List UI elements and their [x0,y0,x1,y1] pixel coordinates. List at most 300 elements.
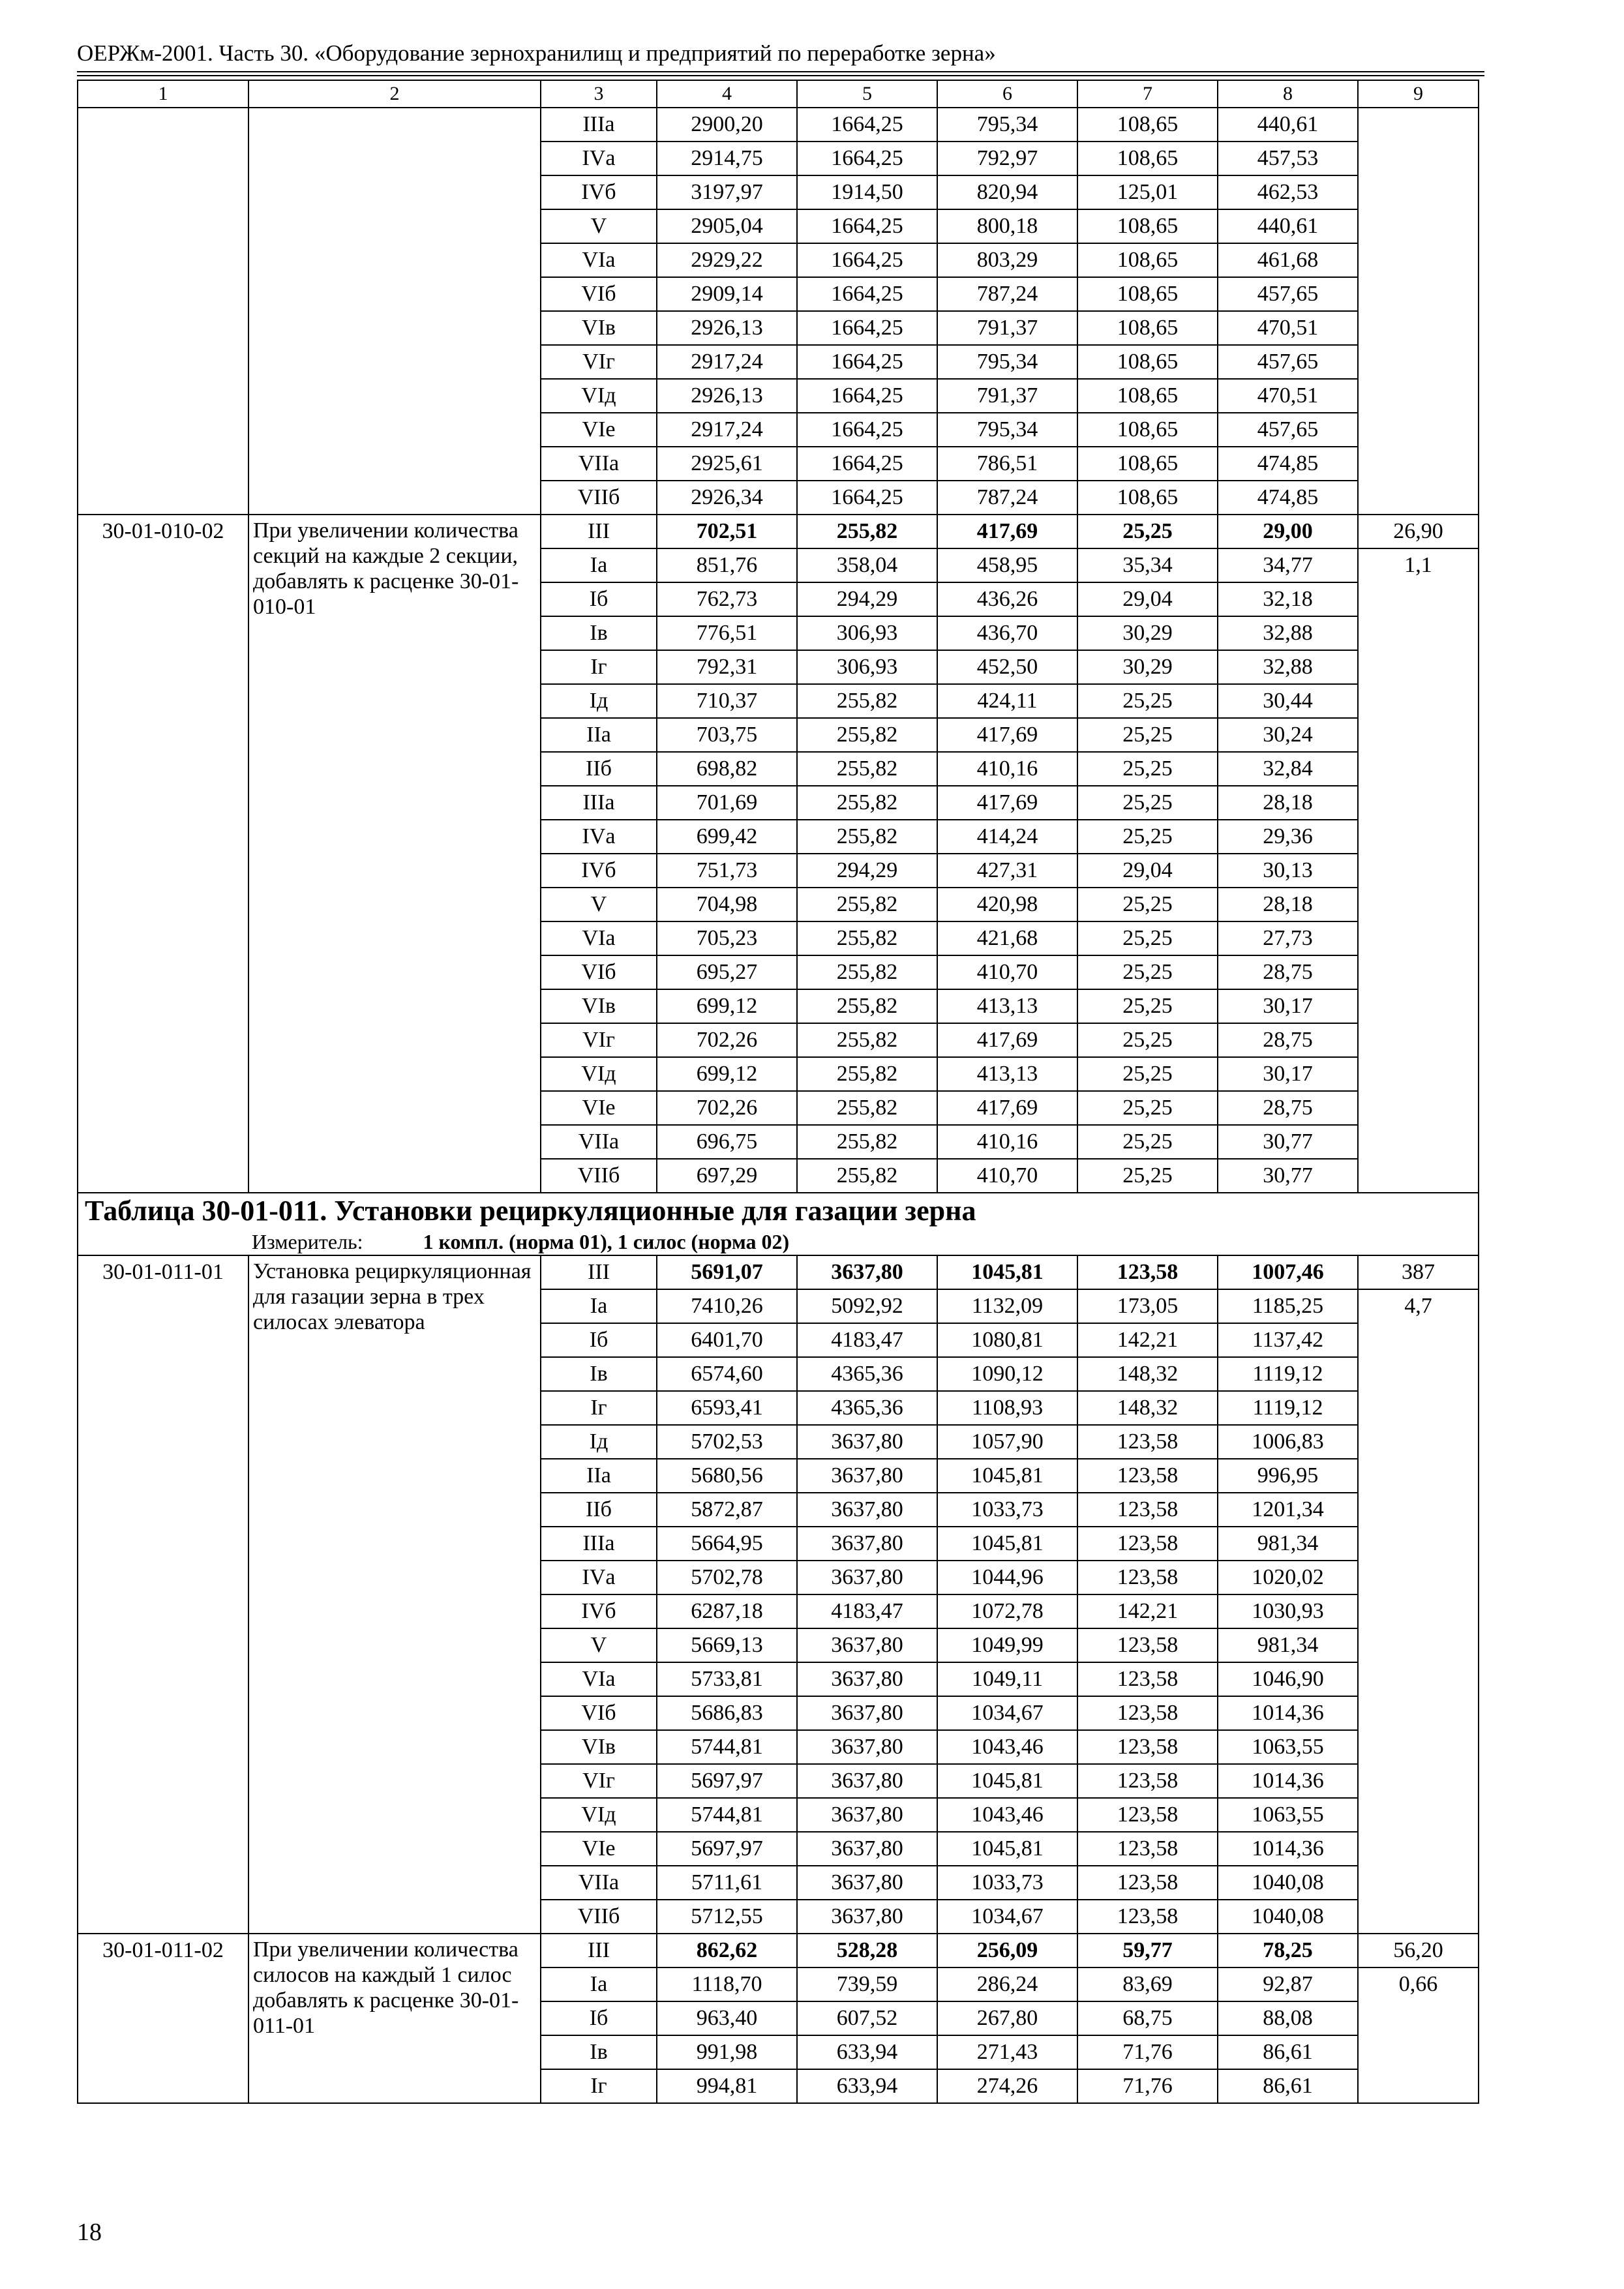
value-cell: 697,29 [657,1159,797,1193]
page-number: 18 [77,2219,102,2246]
value-cell: 528,28 [797,1934,937,1967]
value-cell: 108,65 [1077,379,1218,413]
zone-cell: IVа [541,1561,657,1594]
value-cell: 633,94 [797,2035,937,2069]
zone-cell: IIа [541,718,657,752]
value-cell: 108,65 [1077,209,1218,243]
zone-cell: IVб [541,1594,657,1628]
value-cell: 1063,55 [1218,1730,1358,1764]
value-cell: 474,85 [1218,447,1358,481]
value-cell: 1034,67 [937,1900,1077,1934]
zone-cell: VIа [541,1662,657,1696]
rate-code: 30-01-010-02 [78,515,248,1193]
value-cell: 71,76 [1077,2069,1218,2103]
value-cell: 25,25 [1077,1125,1218,1159]
value-cell: 123,58 [1077,1900,1218,1934]
zone-cell: IVа [541,142,657,175]
zone-cell: Iб [541,2001,657,2035]
value-cell: 5744,81 [657,1798,797,1832]
value-cell: 148,32 [1077,1357,1218,1391]
value-cell: 5669,13 [657,1628,797,1662]
value-cell: 32,84 [1218,752,1358,786]
zone-cell: Iг [541,1391,657,1425]
value-cell: 457,65 [1218,345,1358,379]
zone-cell: VIд [541,1057,657,1091]
value-cell: 27,73 [1218,921,1358,955]
value-cell: 29,00 [1218,515,1358,548]
value-cell: 414,24 [937,820,1077,854]
zone-cell: V [541,1628,657,1662]
zone-cell: Iа [541,548,657,582]
value-cell: 1132,09 [937,1289,1077,1323]
value-cell: 1045,81 [937,1459,1077,1493]
value-cell: 255,82 [797,955,937,989]
value-cell: 1185,25 [1218,1289,1358,1323]
column-number: 5 [797,80,937,108]
value-cell: 78,25 [1218,1934,1358,1967]
value-cell: 3637,80 [797,1561,937,1594]
value-cell: 256,09 [937,1934,1077,1967]
value-cell: 255,82 [797,921,937,955]
zone-cell: VIе [541,1091,657,1125]
header-rule-second [77,75,1484,76]
value-cell: 25,25 [1077,515,1218,548]
value-cell: 417,69 [937,1091,1077,1125]
value-cell: 410,16 [937,1125,1077,1159]
value-cell: 2900,20 [657,108,797,142]
zone-cell: VIIб [541,481,657,515]
table-title-row [78,1193,1479,1229]
value-cell: 991,98 [657,2035,797,2069]
zone-cell: VIа [541,243,657,277]
value-cell: 123,58 [1077,1527,1218,1561]
value-cell: 1030,93 [1218,1594,1358,1628]
value-cell: 5702,78 [657,1561,797,1594]
value-cell: 633,94 [797,2069,937,2103]
value-cell: 1057,90 [937,1425,1077,1459]
value-cell: 306,93 [797,650,937,684]
value-cell: 1914,50 [797,175,937,209]
value-cell: 699,12 [657,989,797,1023]
value-cell: 3637,80 [797,1255,937,1289]
value-cell: 1007,46 [1218,1255,1358,1289]
value-cell: 6287,18 [657,1594,797,1628]
value-cell: 1664,25 [797,142,937,175]
value-cell: 108,65 [1077,243,1218,277]
value-cell: 1045,81 [937,1764,1077,1798]
zone-cell: VIв [541,1730,657,1764]
value-cell: 1040,08 [1218,1866,1358,1900]
value-cell: 436,26 [937,582,1077,616]
value-cell: 267,80 [937,2001,1077,2035]
value-cell: 28,18 [1218,888,1358,921]
value-cell: 123,58 [1077,1832,1218,1866]
value-cell: 436,70 [937,616,1077,650]
value-cell: 34,77 [1218,548,1358,582]
value-cell: 3637,80 [797,1832,937,1866]
value-cell: 1034,67 [937,1696,1077,1730]
value-cell: 30,44 [1218,684,1358,718]
zone-cell: Iд [541,684,657,718]
value-cell: 1119,12 [1218,1391,1358,1425]
zone-cell: Iд [541,1425,657,1459]
zone-cell: Iг [541,2069,657,2103]
value-cell: 255,82 [797,1091,937,1125]
zone-cell: IVа [541,820,657,854]
value-cell: 1137,42 [1218,1323,1358,1357]
zone-cell: VIв [541,311,657,345]
value-cell: 29,04 [1077,854,1218,888]
zone-cell: VIв [541,989,657,1023]
value-cell: 792,97 [937,142,1077,175]
value-cell: 786,51 [937,447,1077,481]
value-cell: 800,18 [937,209,1077,243]
value-cell: 29,36 [1218,820,1358,854]
value-cell: 791,37 [937,311,1077,345]
value-cell: 3637,80 [797,1866,937,1900]
value-cell: 2914,75 [657,142,797,175]
value-cell: 1049,99 [937,1628,1077,1662]
value-cell: 86,61 [1218,2069,1358,2103]
value-cell: 792,31 [657,650,797,684]
value-cell: 1664,25 [797,277,937,311]
value-cell: 417,69 [937,718,1077,752]
value-cell: 123,58 [1077,1459,1218,1493]
value-cell: 427,31 [937,854,1077,888]
value-cell: 25,25 [1077,752,1218,786]
value-cell: 274,26 [937,2069,1077,2103]
value-cell: 1046,90 [1218,1662,1358,1696]
value-cell: 1664,25 [797,345,937,379]
value-cell: 410,16 [937,752,1077,786]
value-cell: 457,65 [1218,413,1358,447]
value-cell: 255,82 [797,515,937,548]
value-cell: 123,58 [1077,1662,1218,1696]
value-cell: 255,82 [797,1159,937,1193]
value-cell: 1049,11 [937,1662,1077,1696]
value-cell: 607,52 [797,2001,937,2035]
value-cell: 25,25 [1077,888,1218,921]
zone-cell: VIг [541,1023,657,1057]
value-cell: 123,58 [1077,1493,1218,1527]
zone-cell: Iа [541,1289,657,1323]
value-cell: 1043,46 [937,1730,1077,1764]
zone-cell: IIб [541,752,657,786]
value-cell: 421,68 [937,921,1077,955]
zone-cell: Iб [541,582,657,616]
value-cell: 1664,25 [797,243,937,277]
value-cell: 461,68 [1218,243,1358,277]
value-cell: 255,82 [797,718,937,752]
value-cell: 851,76 [657,548,797,582]
value-cell: 3637,80 [797,1527,937,1561]
value-cell: 3637,80 [797,1798,937,1832]
rate-code: 30-01-011-01 [78,1255,248,1934]
value-cell: 3637,80 [797,1628,937,1662]
value-cell: 255,82 [797,786,937,820]
value-cell: 123,58 [1077,1798,1218,1832]
zone-cell: Iв [541,2035,657,2069]
value-cell: 410,70 [937,955,1077,989]
value-cell: 28,18 [1218,786,1358,820]
value-cell: 1044,96 [937,1561,1077,1594]
zone-cell: IIIа [541,1527,657,1561]
value-cell: 698,82 [657,752,797,786]
value-cell: 1108,93 [937,1391,1077,1425]
value-cell: 30,17 [1218,1057,1358,1091]
value-cell: 2917,24 [657,345,797,379]
zone-cell: VIб [541,1696,657,1730]
meter-value: 1 компл. (норма 01), 1 силос (норма 02) [423,1230,790,1253]
value-cell: 6574,60 [657,1357,797,1391]
value-cell: 695,27 [657,955,797,989]
value-cell: 5664,95 [657,1527,797,1561]
value-cell: 470,51 [1218,311,1358,345]
value-cell: 3637,80 [797,1696,937,1730]
column-number: 1 [78,80,248,108]
zone-cell: III [541,1255,657,1289]
value-cell: 795,34 [937,345,1077,379]
value-cell: 6593,41 [657,1391,797,1425]
table-row [78,1255,1479,1289]
meter-cell [78,1229,1479,1255]
value-cell: 702,51 [657,515,797,548]
value-cell: 5711,61 [657,1866,797,1900]
column-number: 4 [657,80,797,108]
zone-cell: VIе [541,1832,657,1866]
value-cell: 286,24 [937,1967,1077,2001]
value-cell: 2909,14 [657,277,797,311]
value-cell: 699,42 [657,820,797,854]
page-header: ОЕРЖм-2001. Часть 30. «Оборудование зернохранилищ и предприятий по переработке зерна» [77,40,996,66]
value-cell: 1664,25 [797,481,937,515]
value-cell: 1072,78 [937,1594,1077,1628]
value-cell: 751,73 [657,854,797,888]
value-cell: 2917,24 [657,413,797,447]
value-cell: 123,58 [1077,1628,1218,1662]
code-cell-continued [78,108,248,515]
value-cell: 108,65 [1077,345,1218,379]
value-cell: 30,24 [1218,718,1358,752]
zone-cell: IVб [541,175,657,209]
value-cell: 1045,81 [937,1832,1077,1866]
value-cell: 5686,83 [657,1696,797,1730]
value-cell: 440,61 [1218,209,1358,243]
value-cell: 2929,22 [657,243,797,277]
value-cell: 142,21 [1077,1323,1218,1357]
column-number: 7 [1077,80,1218,108]
col9-value: 0,66 [1358,1967,1479,2103]
value-cell: 30,77 [1218,1125,1358,1159]
value-cell: 28,75 [1218,1091,1358,1125]
value-cell: 413,13 [937,1057,1077,1091]
value-cell: 704,98 [657,888,797,921]
value-cell: 3637,80 [797,1764,937,1798]
value-cell: 1664,25 [797,209,937,243]
zone-cell: V [541,209,657,243]
value-cell: 123,58 [1077,1866,1218,1900]
value-cell: 417,69 [937,1023,1077,1057]
value-cell: 30,17 [1218,989,1358,1023]
value-cell: 125,01 [1077,175,1218,209]
col9-value: 1,1 [1358,548,1479,1193]
zone-cell: IIIа [541,786,657,820]
zone-cell: III [541,1934,657,1967]
zone-cell: VIIб [541,1159,657,1193]
zone-cell: Iб [541,1323,657,1357]
value-cell: 710,37 [657,684,797,718]
value-cell: 255,82 [797,752,937,786]
value-cell: 83,69 [1077,1967,1218,2001]
value-cell: 25,25 [1077,989,1218,1023]
column-number: 8 [1218,80,1358,108]
value-cell: 108,65 [1077,108,1218,142]
value-cell: 25,25 [1077,718,1218,752]
value-cell: 417,69 [937,786,1077,820]
value-cell: 6401,70 [657,1323,797,1357]
value-cell: 1033,73 [937,1866,1077,1900]
value-cell: 1033,73 [937,1493,1077,1527]
value-cell: 1020,02 [1218,1561,1358,1594]
col9-value: 387 [1358,1255,1479,1289]
value-cell: 92,87 [1218,1967,1358,2001]
value-cell: 3637,80 [797,1662,937,1696]
value-cell: 4183,47 [797,1323,937,1357]
zone-cell: VIIб [541,1900,657,1934]
value-cell: 3197,97 [657,175,797,209]
zone-cell: VIб [541,955,657,989]
value-cell: 1664,25 [797,413,937,447]
table-title: Таблица 30-01-011. Установки рециркуляционные для газации зерна [78,1193,1479,1229]
value-cell: 1045,81 [937,1255,1077,1289]
value-cell: 1664,25 [797,108,937,142]
value-cell: 271,43 [937,2035,1077,2069]
value-cell: 3637,80 [797,1730,937,1764]
value-cell: 30,29 [1077,616,1218,650]
zone-cell: VIб [541,277,657,311]
value-cell: 1080,81 [937,1323,1077,1357]
value-cell: 68,75 [1077,2001,1218,2035]
value-cell: 5691,07 [657,1255,797,1289]
value-cell: 702,26 [657,1023,797,1057]
value-cell: 1664,25 [797,311,937,345]
value-cell: 791,37 [937,379,1077,413]
value-cell: 413,13 [937,989,1077,1023]
value-cell: 2925,61 [657,447,797,481]
zone-cell: IVб [541,854,657,888]
value-cell: 25,25 [1077,1057,1218,1091]
column-number: 3 [541,80,657,108]
value-cell: 2905,04 [657,209,797,243]
table-row [78,515,1479,548]
value-cell: 25,25 [1077,955,1218,989]
value-cell: 705,23 [657,921,797,955]
value-cell: 5092,92 [797,1289,937,1323]
value-cell: 862,62 [657,1934,797,1967]
value-cell: 255,82 [797,1023,937,1057]
meter-row [78,1229,1479,1255]
value-cell: 696,75 [657,1125,797,1159]
rate-description: Установка рециркуляционная для газации зерна в трех силосах элеватора [248,1255,541,1934]
col9-value: 56,20 [1358,1934,1479,1967]
value-cell: 255,82 [797,820,937,854]
value-cell: 255,82 [797,989,937,1023]
value-cell: 699,12 [657,1057,797,1091]
zone-cell: VIе [541,413,657,447]
value-cell: 803,29 [937,243,1077,277]
value-cell: 255,82 [797,1125,937,1159]
header-rule [77,71,1484,72]
value-cell: 123,58 [1077,1255,1218,1289]
value-cell: 1043,46 [937,1798,1077,1832]
value-cell: 7410,26 [657,1289,797,1323]
value-cell: 457,65 [1218,277,1358,311]
value-cell: 5680,56 [657,1459,797,1493]
value-cell: 25,25 [1077,1091,1218,1125]
value-cell: 108,65 [1077,277,1218,311]
value-cell: 32,88 [1218,650,1358,684]
value-cell: 25,25 [1077,820,1218,854]
value-cell: 424,11 [937,684,1077,718]
zone-cell: Iв [541,616,657,650]
value-cell: 1119,12 [1218,1357,1358,1391]
zone-cell: VIд [541,379,657,413]
value-cell: 88,08 [1218,2001,1358,2035]
value-cell: 1063,55 [1218,1798,1358,1832]
value-cell: 123,58 [1077,1730,1218,1764]
value-cell: 3637,80 [797,1493,937,1527]
value-cell: 28,75 [1218,1023,1358,1057]
value-cell: 25,25 [1077,921,1218,955]
value-cell: 417,69 [937,515,1077,548]
value-cell: 108,65 [1077,142,1218,175]
value-cell: 123,58 [1077,1696,1218,1730]
value-cell: 2926,13 [657,379,797,413]
value-cell: 358,04 [797,548,937,582]
col9-value: 4,7 [1358,1289,1479,1934]
value-cell: 123,58 [1077,1425,1218,1459]
zone-cell: Iв [541,1357,657,1391]
zone-cell: Iг [541,650,657,684]
value-cell: 35,34 [1077,548,1218,582]
zone-cell: VIIа [541,1125,657,1159]
value-cell: 994,81 [657,2069,797,2103]
value-cell: 32,88 [1218,616,1358,650]
value-cell: 255,82 [797,684,937,718]
zone-cell: VIг [541,1764,657,1798]
zone-cell: IIIа [541,108,657,142]
value-cell: 4365,36 [797,1357,937,1391]
value-cell: 3637,80 [797,1900,937,1934]
value-cell: 5744,81 [657,1730,797,1764]
zone-cell: VIд [541,1798,657,1832]
value-cell: 1040,08 [1218,1900,1358,1934]
value-cell: 462,53 [1218,175,1358,209]
value-cell: 30,13 [1218,854,1358,888]
value-cell: 739,59 [797,1967,937,2001]
value-cell: 820,94 [937,175,1077,209]
value-cell: 5702,53 [657,1425,797,1459]
value-cell: 123,58 [1077,1561,1218,1594]
value-cell: 2926,13 [657,311,797,345]
value-cell: 5697,97 [657,1764,797,1798]
value-cell: 71,76 [1077,2035,1218,2069]
zone-cell: Iа [541,1967,657,2001]
col9-cell-continued [1358,108,1479,515]
zone-cell: IIа [541,1459,657,1493]
value-cell: 420,98 [937,888,1077,921]
value-cell: 1006,83 [1218,1425,1358,1459]
